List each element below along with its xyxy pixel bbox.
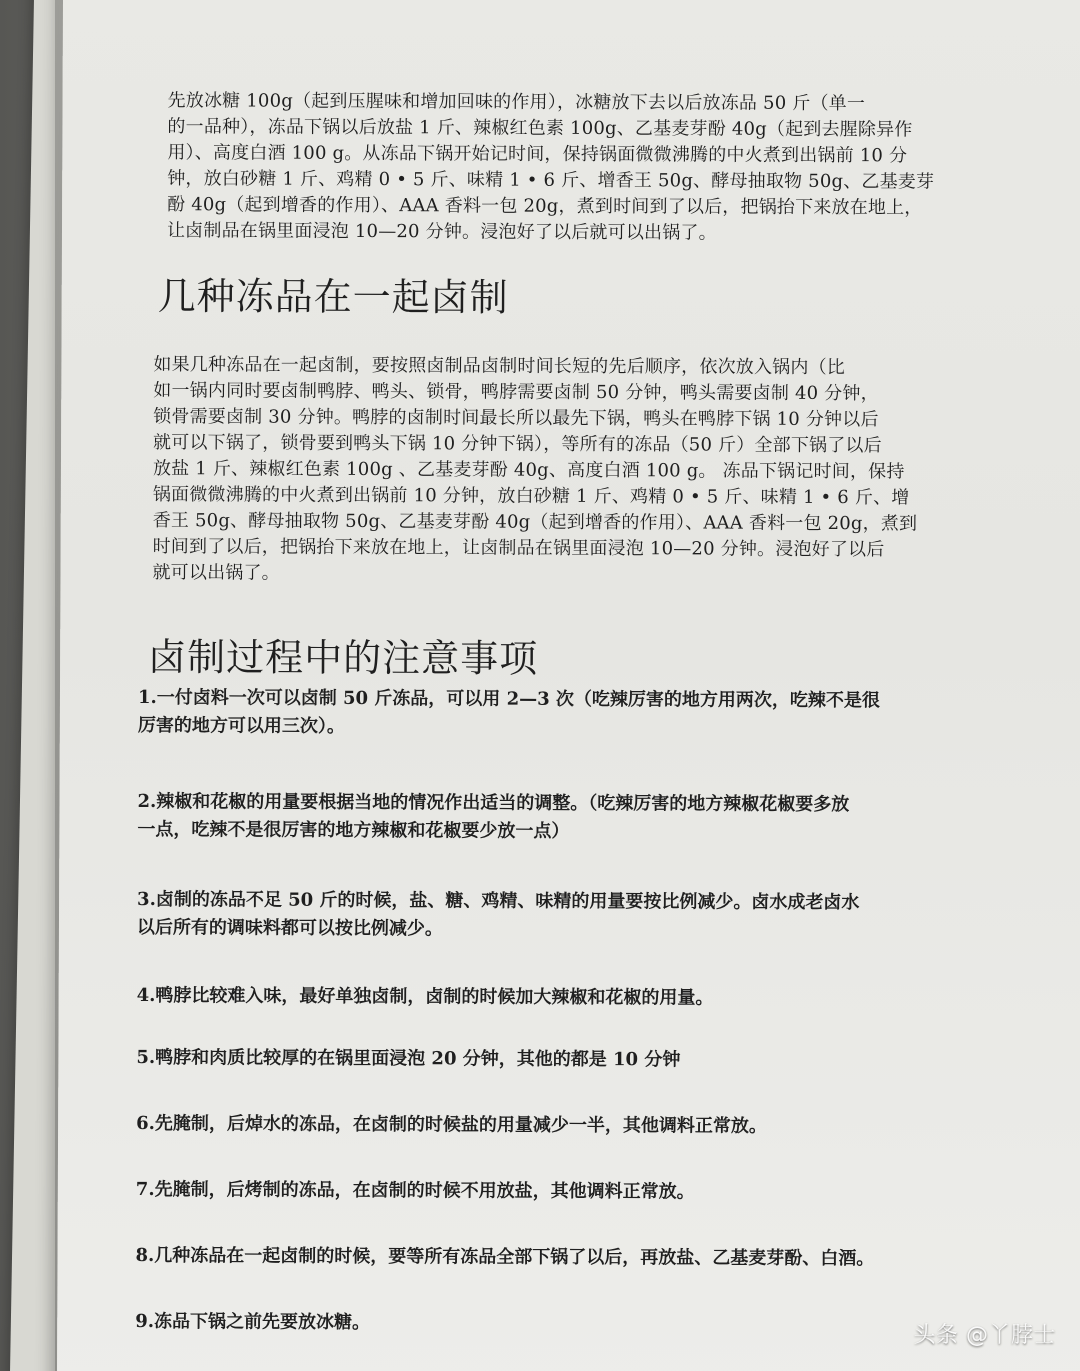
- combined-braising-paragraph: 如果几种冻品在一起卤制，要按照卤制品卤制时间长短的先后顺序，依次放入锅内（比 如一锅内同时要卤制鸭脖、鸭头、锁骨，鸭脖需要卤制 50 分钟，鸭头需要卤制 40 分钟， 锁骨需要卤制 30 分钟。鸭脖的卤制时间最长所以最先下锅，鸭头在鸭脖下锅 10 分钟以后 就可以下锅了，锁骨要到鸭头下锅 10 分钟下锅），等所有的冻品（50 斤）全部下锅了以后 放盐 1 斤、辣椒红色素 100g 、乙基麦芽酚 40g、高度白酒 100 g。 冻品下锅记时间，保持 锅面微微沸腾的中火煮到出锅前 10 分钟，放白砂糖 1 斤、鸡精 0 • 5 斤、味精 1 • 6 斤、增 香王 50g、酵母抽取物 50g、乙基麦芽酚 40g（起到增香的作用）、AAA 香料一包 20g，煮到 时间到了以后，把锅抬下来放在地上，让卤制品在锅里面浸泡 10—20 分钟。浸泡好了以后 就可以出锅了。: [152, 354, 918, 584]
- precaution-item-3: 3.卤制的冻品不足 50 斤的时候，盐、糖、鸡精、味精的用量要按比例减少。卤水成老卤水 以后所有的调味料都可以按比例减少。: [136, 889, 860, 940]
- printed-page: [57, 0, 1080, 1371]
- watermark-label: 头条 @丫脖士: [913, 1323, 1056, 1348]
- precaution-item-8: 8.几种冻品在一起卤制的时候，要等所有冻品全部下锅了以后，再放盐、乙基麦芽酚、白酒。: [135, 1245, 875, 1270]
- intro-paragraph: 先放冰糖 100g（起到压腥味和增加回味的作用），冰糖放下去以后放冻品 50 斤（单一 的一品种），冻品下锅以后放盐 1 斤、辣椒红色素 100g、乙基麦芽酚 40g（起到去腥除异作 用）、高度白酒 100 g。从冻品下锅开始记时间，保持锅面微微沸腾的中火煮到出锅前 10 分 钟，放白砂糖 1 斤、鸡精 0 • 5 斤、味精 1 • 6 斤、增香王 50g、酵母抽取物 50g、乙基麦芽 酚 40g（起到增香的作用）、AAA 香料一包 20g，煮到时间到了以后，把锅抬下来放在地上， 让卤制品在锅里面浸泡 10—20 分钟。浸泡好了以后就可以出锅了。: [166, 90, 935, 244]
- precaution-item-4: 4.鸭脖比较难入味，最好单独卤制，卤制的时候加大辣椒和花椒的用量。: [136, 985, 714, 1009]
- precaution-item-7: 7.先腌制，后烤制的冻品，在卤制的时候不用放盐，其他调料正常放。: [135, 1179, 695, 1203]
- precautions-list: [135, 684, 1013, 1340]
- precaution-item-1: 1.一付卤料一次可以卤制 50 斤冻品，可以用 2—3 次（吃辣厉害的地方用两次，吃辣不是很 厉害的地方可以用三次）。: [137, 687, 880, 737]
- precaution-item-2: 2.辣椒和花椒的用量要根据当地的情况作出适当的调整。（吃辣厉害的地方辣椒花椒要多放 一点，吃辣不是很厉害的地方辣椒和花椒要少放一点）: [137, 791, 850, 842]
- section-heading-combined-braising: 几种冻品在一起卤制: [157, 274, 509, 320]
- section-heading-precautions: 卤制过程中的注意事项: [148, 635, 539, 681]
- precaution-item-5: 5.鸭脖和肉质比较厚的在锅里面浸泡 20 分钟，其他的都是 10 分钟: [136, 1047, 681, 1071]
- precaution-item-6: 6.先腌制，后焯水的冻品，在卤制的时候盐的用量减少一半，其他调料正常放。: [136, 1113, 767, 1137]
- precaution-item-9: 9.冻品下锅之前先要放冰糖。: [135, 1311, 371, 1334]
